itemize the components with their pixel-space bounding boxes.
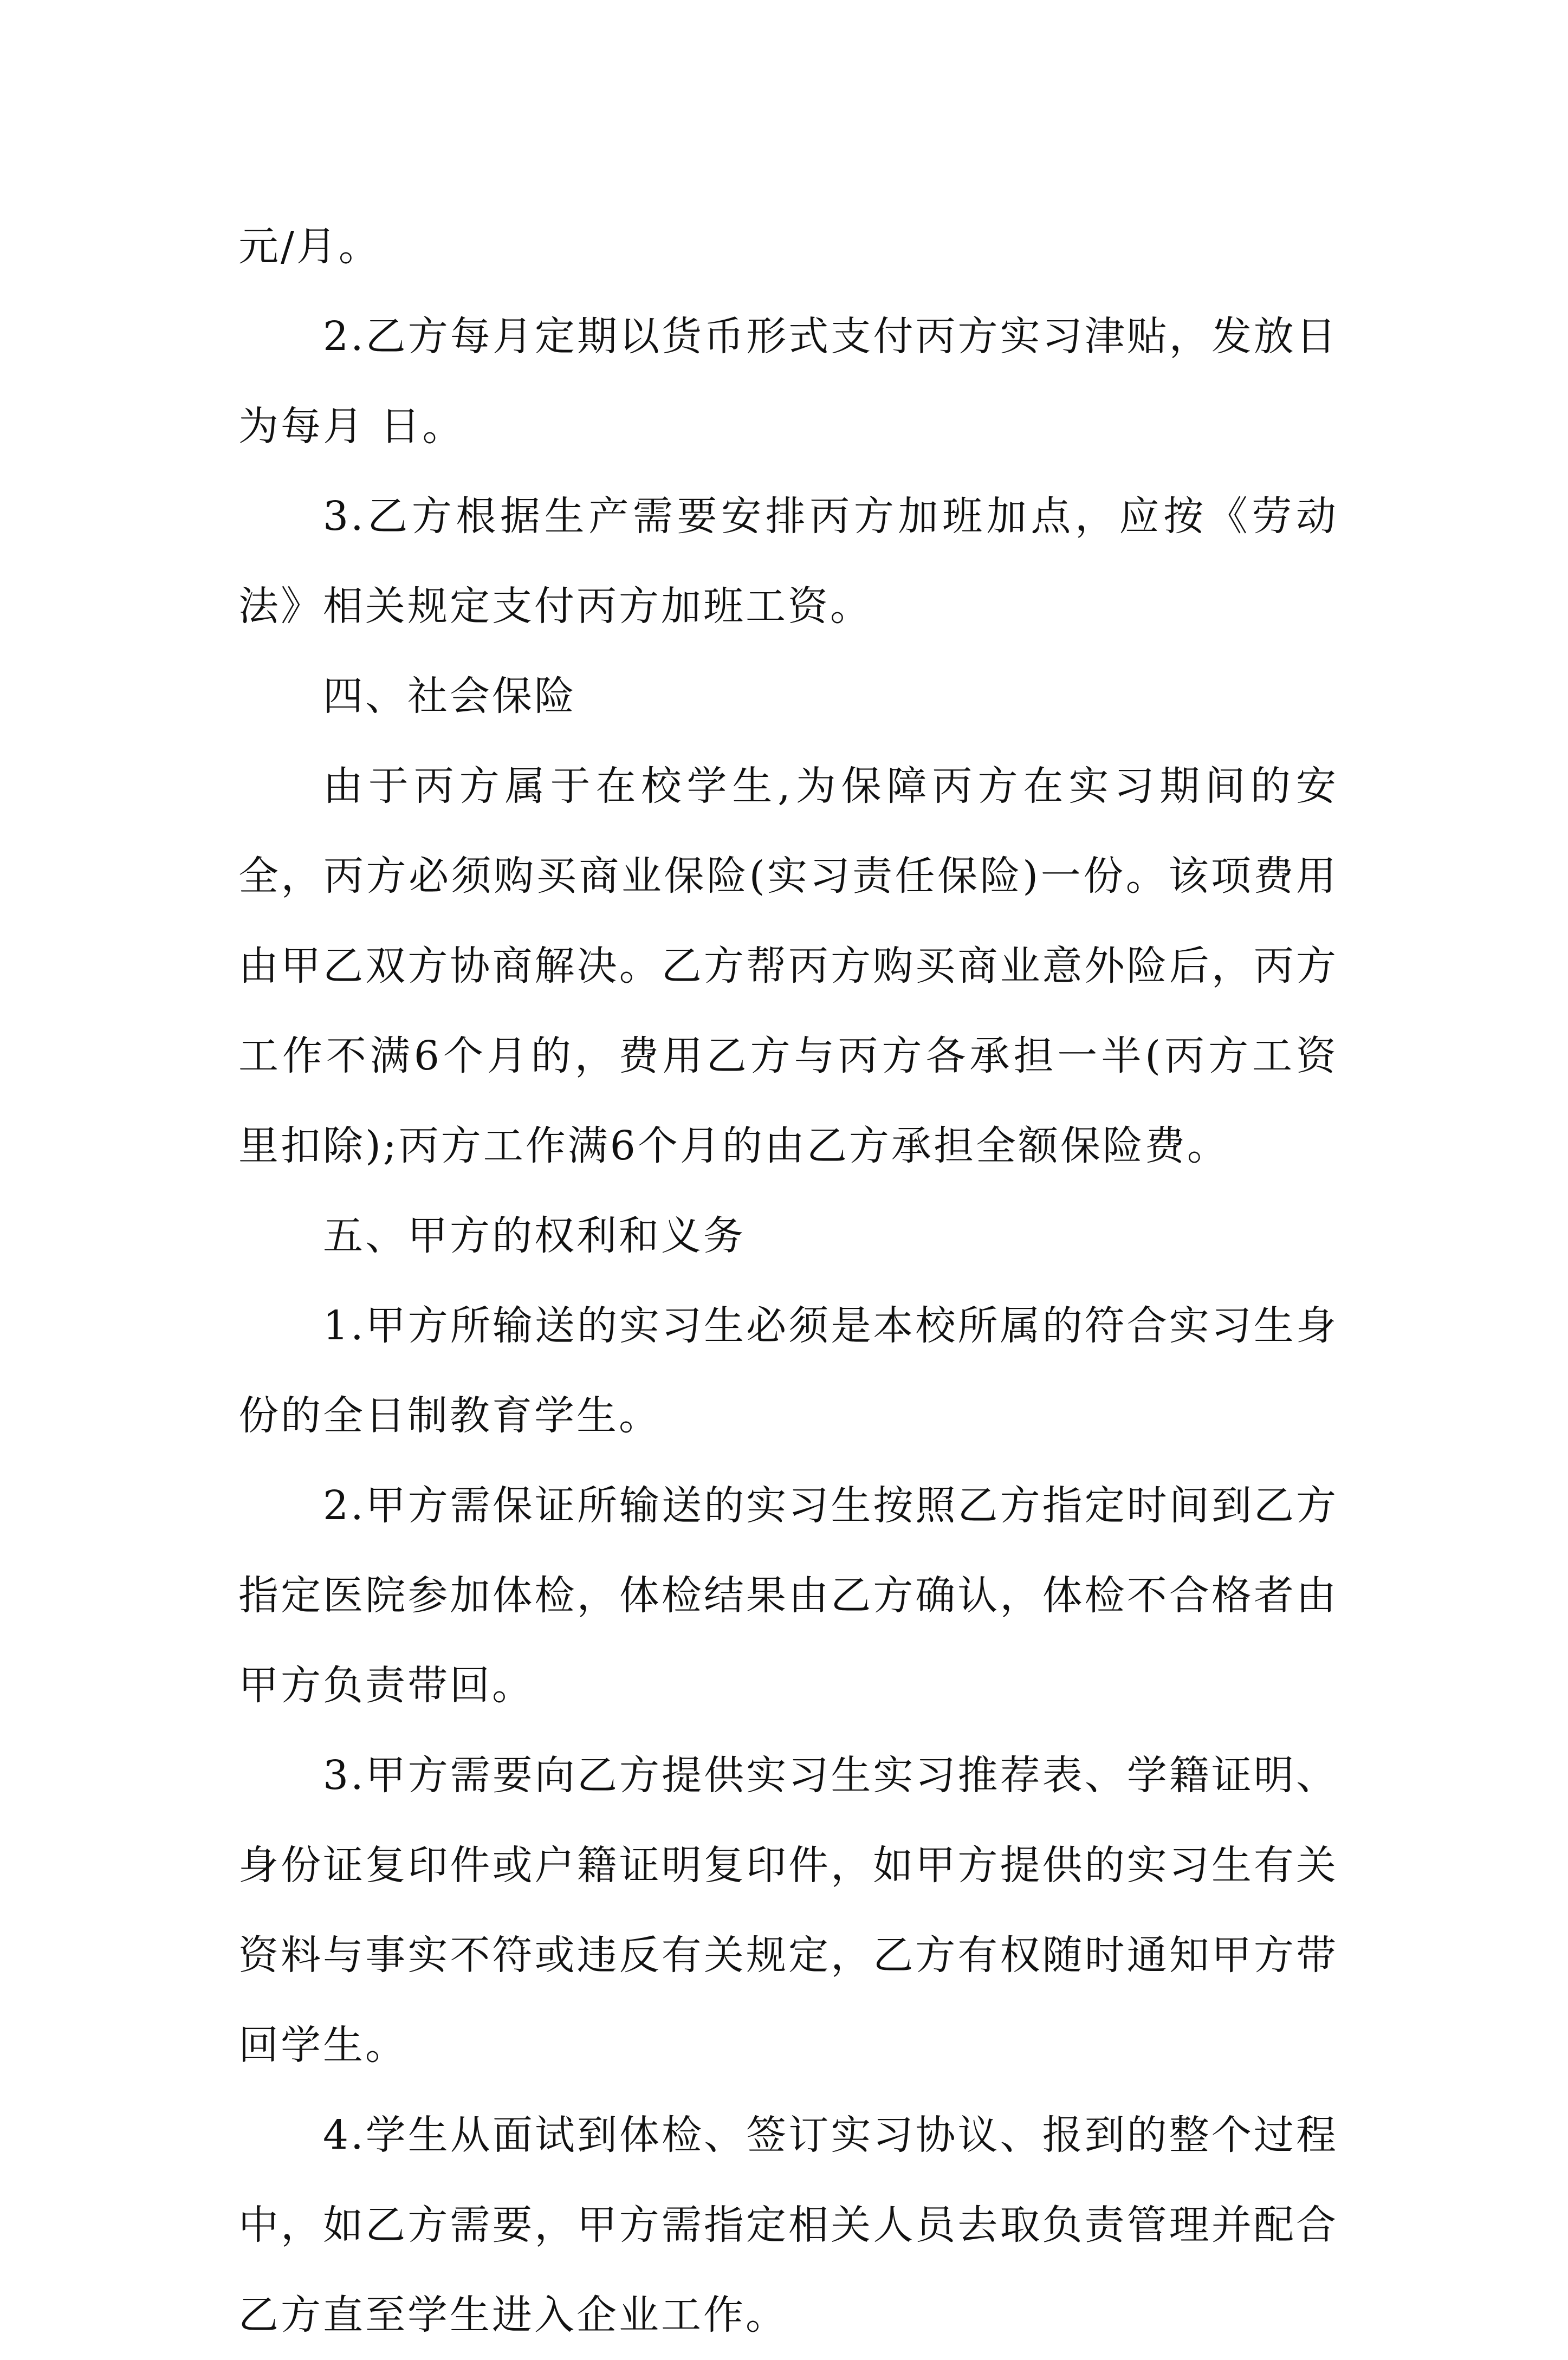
paragraph-clause-5-3: 3.甲方需要向乙方提供实习生实习推荐表、学籍证明、身份证复印件或户籍证明复印件，如甲方提供的实习生有关资料与事实不符或违反有关规定，乙方有权随时通知甲方带回学生。	[238, 1752, 1338, 2069]
paragraph-clause-5-2: 2.甲方需保证所输送的实习生按照乙方指定时间到乙方指定医院参加体检，体检结果由乙方确认，体检不合格者由甲方负责带回。	[238, 1482, 1338, 1709]
document-body	[238, 202, 1338, 2360]
section-heading-party-a-rights: 五、甲方的权利和义务	[323, 1213, 746, 1259]
section-heading-social-insurance: 四、社会保险	[323, 673, 576, 719]
paragraph-clause-3-3: 3.乙方根据生产需要安排丙方加班加点，应按《劳动法》相关规定支付丙方加班工资。	[238, 493, 1338, 630]
paragraph-clause-5-1: 1.甲方所输送的实习生必须是本校所属的符合实习生身份的全日制教育学生。	[238, 1302, 1338, 1439]
paragraph-social-insurance: 由于丙方属于在校学生,为保障丙方在实习期间的安全，丙方必须购买商业保险(实习责任保险)一份。该项费用由甲乙双方协商解决。乙方帮丙方购买商业意外险后，丙方工作不满6个月的，费用乙方与丙方各承担一半(丙方工资里扣除);丙方工作满6个月的由乙方承担全额保险费。	[238, 763, 1338, 1169]
paragraph-continuation: 元/月。	[238, 223, 381, 270]
paragraph-clause-3-2: 2.乙方每月定期以货币形式支付丙方实习津贴，发放日为每月 日。	[238, 313, 1338, 450]
paragraph-clause-5-4: 4.学生从面试到体检、签订实习协议、报到的整个过程中，如乙方需要，甲方需指定相关人员去取负责管理并配合乙方直至学生进入企业工作。	[238, 2112, 1338, 2338]
